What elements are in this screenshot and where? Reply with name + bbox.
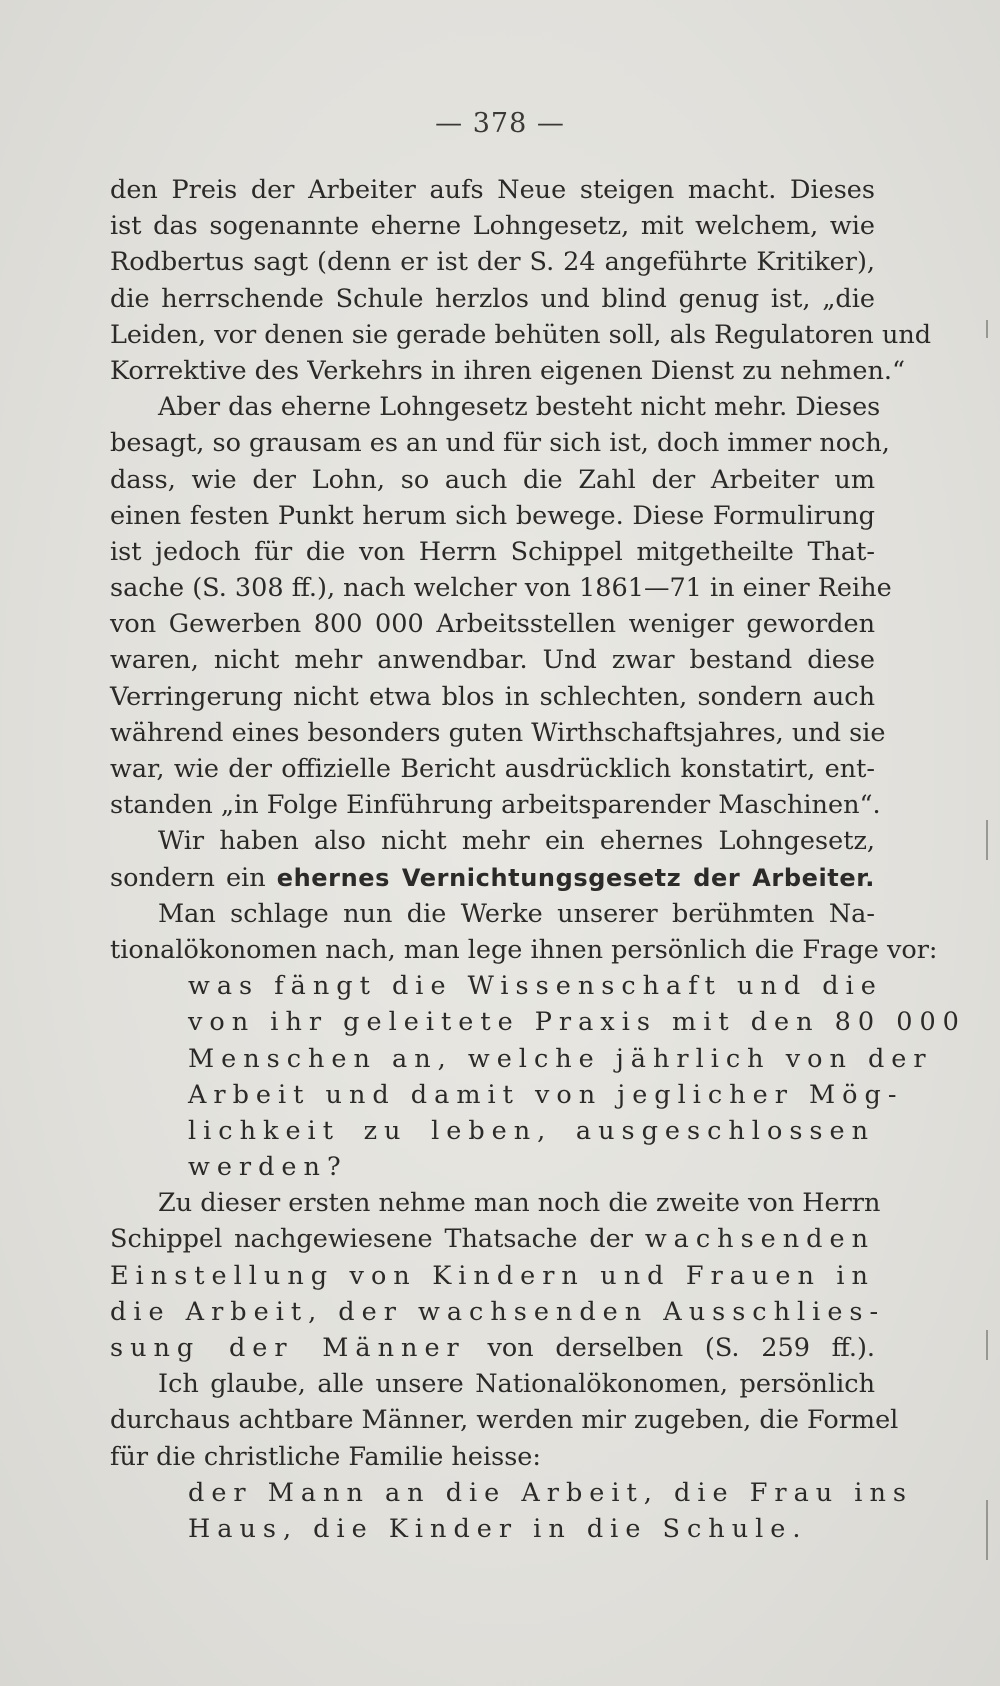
text-line: besagt, so grausam es an und für sich ist, doch immer noch, [110,428,890,459]
text-line: den Preis der Arbeiter aufs Neue steigen macht. Dieses [110,175,875,205]
line-prefix: Schippel nachgewiesene Thatsache der [110,1224,645,1255]
bold-emphasis: ehernes Vernichtungsgesetz der Arbeiter. [276,863,875,892]
text-line: waren, nicht mehr anwendbar. Und zwar bestand diese [110,645,875,676]
body-text [110,172,966,1547]
spaced-line: von ihr geleitete Praxis mit den 80 000 [188,1007,966,1038]
spaced-line: Einstellung von Kindern und Frauen in [110,1260,875,1291]
text-line: während eines besonders guten Wirthschaftsjahres, und sie [110,717,886,748]
spaced-line: Haus, die Kinder in die Schule. [188,1513,808,1544]
text-line: tionalökonomen nach, man lege ihnen persönlich die Frage vor: [110,934,938,965]
text-line: standen „in Folge Einführung arbeitsparender Maschinen“. [110,790,881,821]
text-line: von Gewerben 800 000 Arbeitsstellen weniger geworden [110,609,875,640]
text-line: einen festen Punkt herum sich bewege. Diese Formulirung [110,500,875,531]
spaced-line: lichkeit zu leben, ausgeschlossen [188,1115,875,1146]
spaced-line: was fängt die Wissenschaft und die [188,971,883,1002]
text-line-emphasis [110,1221,875,1257]
text-line: durchaus achtbare Männer, werden mir zugeben, die Formel [110,1405,899,1436]
spaced-line: werden? [188,1152,348,1183]
page-edge-marks [986,300,990,1600]
text-line: für die christliche Familie heisse: [110,1441,541,1472]
text-line: sache (S. 308 ff.), nach welcher von 1861—71 in einer Reihe [110,573,892,604]
text-line: Zu dieser ersten nehme man noch die zweite von Herrn [158,1188,881,1219]
text-line-emphasis [110,1330,875,1366]
line-prefix: sondern ein [110,862,277,893]
spaced-emphasis: wachsenden [644,1224,875,1255]
spaced-line: die Arbeit, der wachsenden Ausschlies- [110,1296,886,1327]
spaced-line: Arbeit und damit von jeglicher Mög- [188,1079,904,1110]
text-line: Wir haben also nicht mehr ein ehernes Lohngesetz, [158,826,875,857]
text-line-emphasis [110,860,875,896]
text-line: Man schlage nun die Werke unserer berühmten Na- [158,898,875,929]
text-line: die herrschende Schule herzlos und blind genug ist, „die [110,283,875,314]
spaced-line: Menschen an, welche jährlich von der [188,1043,933,1074]
text-line: ist das sogenannte eherne Lohngesetz, mit welchem, wie [110,211,875,242]
text-line: ist jedoch für die von Herrn Schippel mitgetheilte That- [110,536,875,567]
text-line: Ich glaube, alle unsere Nationalökonomen, persönlich [158,1369,875,1400]
page-number: — 378 — [435,108,565,139]
spaced-emphasis: sung der Männer [110,1333,466,1363]
text-line: dass, wie der Lohn, so auch die Zahl der Arbeiter um [110,464,875,495]
text-line: Rodbertus sagt (denn er ist der S. 24 angeführte Kritiker), [110,247,875,278]
line-suffix: von derselben (S. 259 ff.). [465,1333,876,1363]
text-line: Aber das eherne Lohngesetz besteht nicht mehr. Dieses [158,392,881,423]
text-line: war, wie der offizielle Bericht ausdrücklich konstatirt, ent- [110,754,875,784]
spaced-line: der Mann an die Arbeit, die Frau ins [188,1477,913,1508]
text-line: Korrektive des Verkehrs in ihren eigenen Dienst zu nehmen.“ [110,355,906,386]
text-line: Verringerung nicht etwa blos in schlechten, sondern auch [110,681,875,712]
text-line: Leiden, vor denen sie gerade behüten soll, als Regulatoren und [110,319,932,350]
